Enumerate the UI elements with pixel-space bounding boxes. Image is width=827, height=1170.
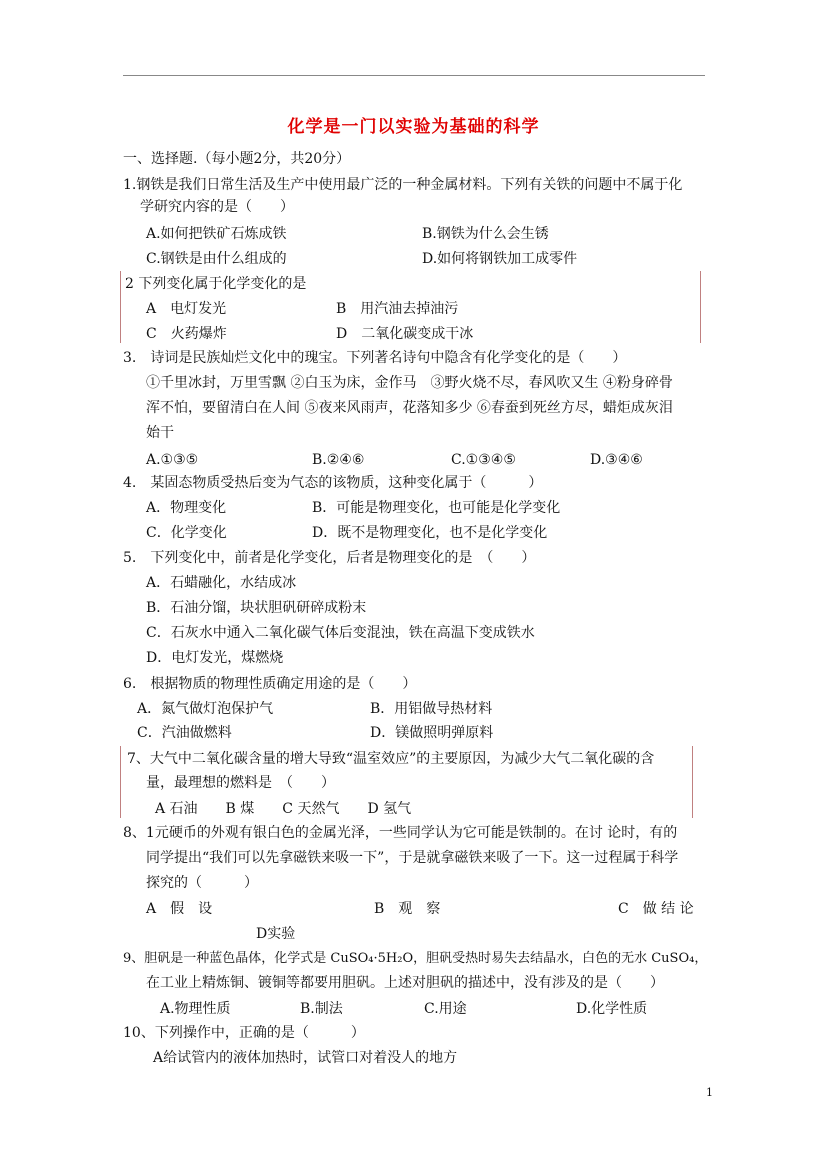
- q3-line-2: 浑不怕，要留清白在人间 ⑤夜来风雨声，花落知多少 ⑥春蚕到死丝方尽，蜡炬成灰泪: [146, 400, 673, 416]
- q2-option-a: A 电灯发光: [146, 301, 227, 317]
- q3-line-1: ①千里冰封，万里雪飘 ②白玉为床，金作马 ③野火烧不尽，春风吹又生 ④粉身碎骨: [146, 375, 673, 391]
- q8-option-b: B 观 察: [374, 901, 441, 917]
- q4-stem: 4. 某固态物质受热后变为气态的该物质，这种变化属于（ ）: [123, 475, 543, 491]
- q3-option-d: D.③④⑥: [590, 452, 643, 468]
- q1-option-a: A.如何把铁矿石炼成铁: [146, 226, 287, 242]
- q4-option-a: A．物理变化: [146, 500, 227, 516]
- q7-stem-cont: 量，最理想的燃料是 （ ）: [146, 775, 335, 791]
- q8-option-d: D实验: [256, 926, 296, 942]
- q3-option-c: C.①③④⑤: [451, 452, 516, 468]
- q6-option-a: A．氮气做灯泡保护气: [137, 701, 274, 717]
- q3-option-a: A.①③⑤: [146, 452, 199, 468]
- q7-right-bar: [692, 746, 693, 818]
- q3-option-b: B.②④⑥: [312, 452, 365, 468]
- q3-stem: 3. 诗词是民族灿烂文化中的瑰宝。下列著名诗句中隐含有化学变化的是（ ）: [123, 350, 627, 366]
- q1-option-d: D.如何将钢铁加工成零件: [422, 251, 578, 267]
- q8-option-c: C 做 结 论: [618, 901, 694, 917]
- q7-options: A 石油 B 煤 C 天然气 D 氢气: [155, 801, 412, 817]
- q8-stem-cont: 同学提出“我们可以先拿磁铁来吸一下”，于是就拿磁铁来吸了一下。这一过程属于科学: [146, 850, 679, 866]
- q4-option-b: B．可能是物理变化，也可能是化学变化: [312, 500, 561, 516]
- q2-option-c: C 火药爆炸: [146, 326, 227, 342]
- q4-option-c: C．化学变化: [146, 525, 227, 541]
- q1-stem: 1.钢铁是我们日常生活及生产中使用最广泛的一种金属材料。下列有关铁的问题中不属于化: [123, 177, 683, 193]
- q1-stem-cont: 学研究内容的是（ ）: [140, 199, 294, 215]
- q9-stem: 9、胆矾是一种蓝色晶体，化学式是 CuSO₄·5H₂O，胆矾受热时易失去结晶水，白色的无水 CuSO₄，: [123, 951, 708, 966]
- section-heading: 一、选择题.（每小题2分，共20分）: [123, 151, 351, 167]
- q5-option-b: B．石油分馏，块状胆矾研碎成粉末: [146, 600, 367, 616]
- q9-option-b: B.制法: [300, 1001, 343, 1017]
- q2-option-b: B 用汽油去掉油污: [336, 301, 459, 317]
- header-rule: [123, 75, 705, 76]
- q10-option-a: A给试管内的液体加热时，试管口对着没人的地方: [153, 1050, 458, 1066]
- q7-left-bar: [120, 746, 121, 818]
- q6-option-c: C．汽油做燃料: [137, 725, 232, 741]
- q8-option-a: A 假 设: [146, 901, 213, 917]
- page-title: 化学是一门以实验为基础的科学: [287, 117, 540, 137]
- q9-option-d: D.化学性质: [576, 1001, 648, 1017]
- q9-option-c: C.用途: [424, 1001, 467, 1017]
- q9-stem-cont: 在工业上精炼铜、镀铜等都要用胆矾。上述对胆矾的描述中，没有涉及的是（ ）: [146, 975, 664, 991]
- q10-stem: 10、下列操作中，正确的是（ ）: [123, 1025, 365, 1041]
- q1-option-c: C.钢铁是由什么组成的: [146, 251, 287, 267]
- q6-option-d: D．镁做照明弹原料: [370, 725, 494, 741]
- q5-option-c: C．石灰水中通入二氧化碳气体后变混浊，铁在高温下变成铁水: [146, 625, 535, 641]
- q5-stem: 5. 下列变化中，前者是化学变化，后者是物理变化的是 （ ）: [123, 550, 536, 566]
- q2-option-d: D 二氧化碳变成干冰: [336, 326, 474, 342]
- page-number: 1: [706, 1086, 713, 1099]
- q7-stem: 7、大气中二氧化碳含量的增大导致“温室效应”的主要原因，为减少大气二氧化碳的含: [127, 751, 655, 767]
- q4-option-d: D．既不是物理变化，也不是化学变化: [312, 525, 548, 541]
- q1-option-b: B.钢铁为什么会生锈: [422, 226, 549, 242]
- q8-stem-cont-2: 探究的（ ）: [146, 875, 258, 891]
- q5-option-d: D．电灯发光，煤燃烧: [146, 650, 284, 666]
- q6-stem: 6. 根据物质的物理性质确定用途的是（ ）: [123, 676, 417, 692]
- q6-option-b: B．用铝做导热材料: [370, 701, 493, 717]
- q2-stem: 2 下列变化属于化学变化的是: [125, 276, 307, 292]
- q5-option-a: A．石蜡融化，水结成冰: [146, 575, 297, 591]
- q8-stem: 8、1元硬币的外观有银白色的金属光泽，一些同学认为它可能是铁制的。在讨 论时，有的: [123, 825, 678, 841]
- q2-right-bar: [700, 271, 701, 343]
- q9-option-a: A.物理性质: [160, 1001, 231, 1017]
- q2-left-bar: [120, 271, 121, 343]
- q3-line-3: 始干: [146, 425, 174, 441]
